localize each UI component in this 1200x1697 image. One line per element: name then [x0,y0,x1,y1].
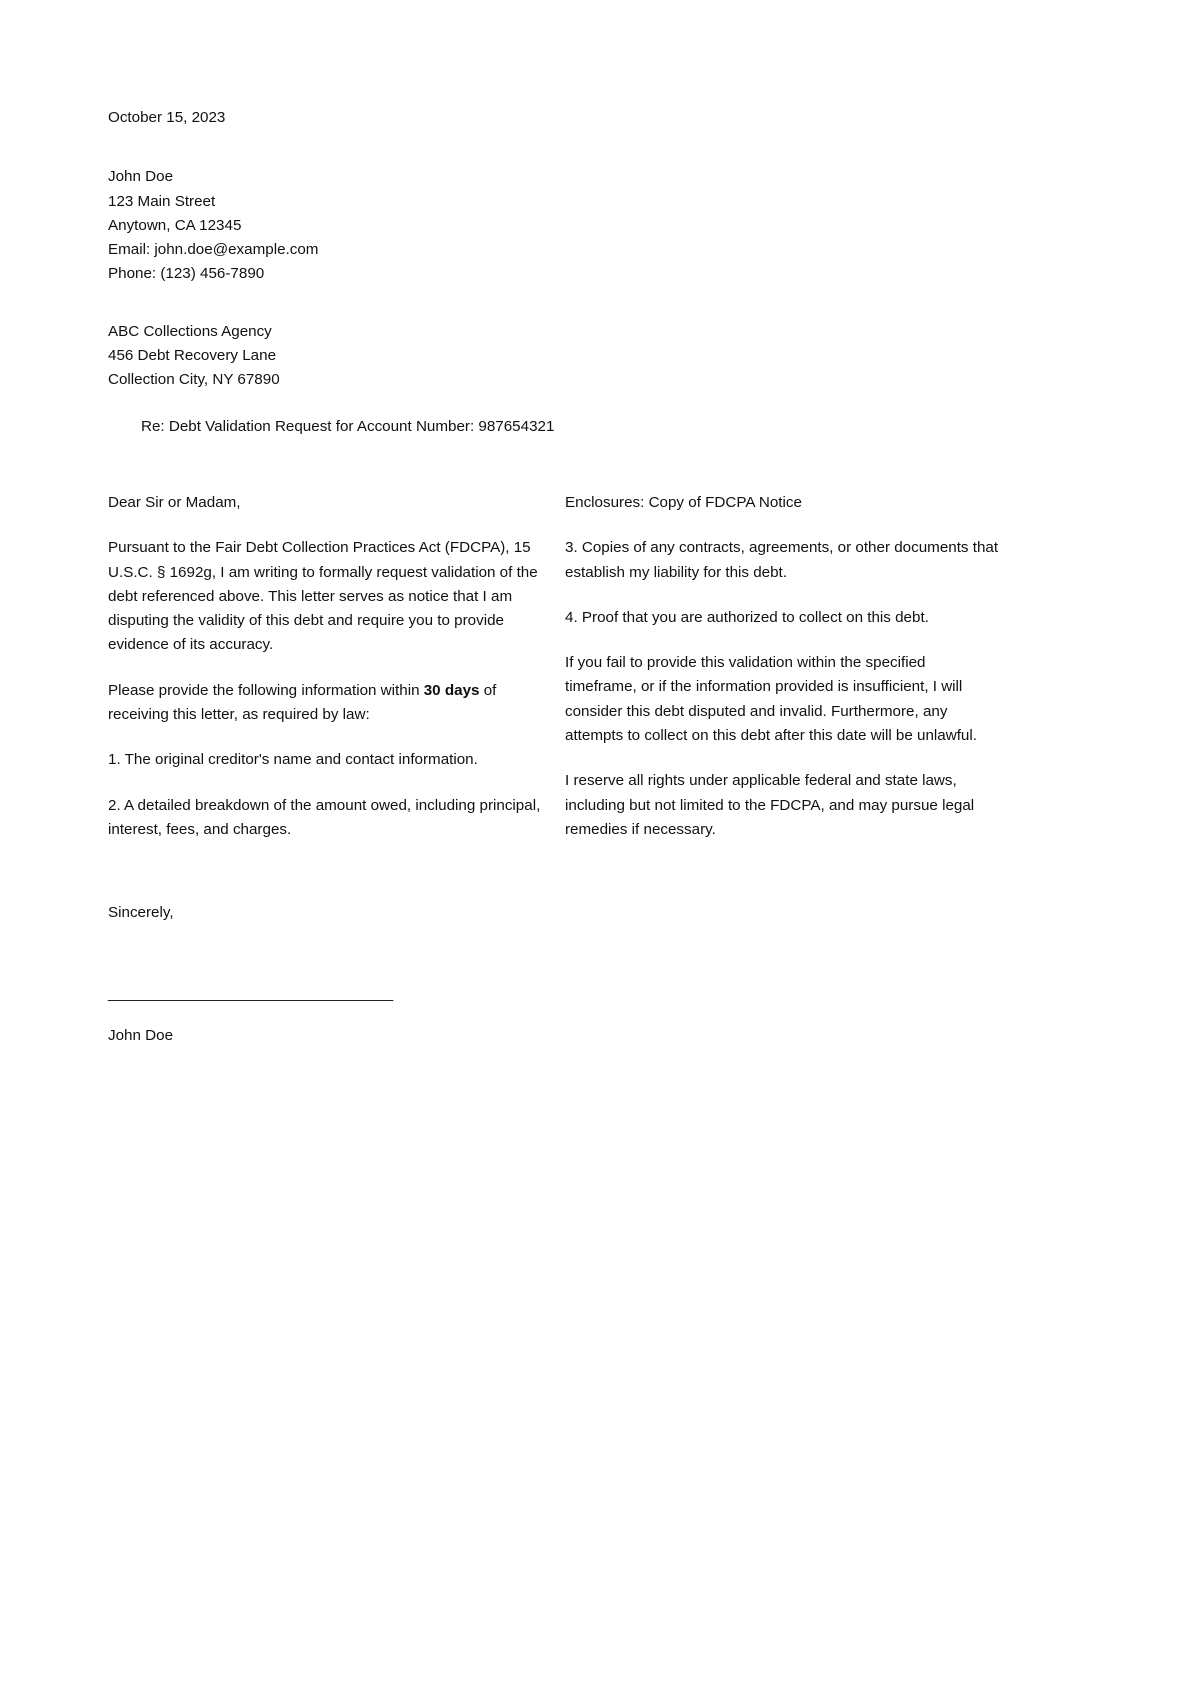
paragraph-failure-to-validate: If you fail to provide this validation within the specified timeframe, or if the information provided is insufficient, I will consider this debt disputed and invalid. Furthermore, any attempts to collect on this debt after this date will be unlawful. [565,654,977,745]
sender-city-state-zip: Anytown, CA 12345 [108,216,242,234]
letter-body [108,106,1008,1151]
paragraph-thirty-days [108,679,543,728]
spacer-after-sender [108,287,1008,320]
paragraph-fdcpa-request: Pursuant to the Fair Debt Collection Practices Act (FDCPA), 15 U.S.C. § 1692g, I am writing to formally request validation of the debt referenced above. This letter serves as notice that I am disputing the validity of this debt and require you to provide evidence of its accuracy. [108,539,538,654]
recipient-street: 456 Debt Recovery Lane [108,347,277,365]
request-item-2: 2. A detailed breakdown of the amount owed, including principal, interest, fees, and charges. [108,796,541,838]
subject-block [108,415,1008,439]
sender-phone: Phone: (123) 456-7890 [108,265,265,283]
request-item-1: 1. The original creditor's name and contact information. [108,751,478,769]
salutation: Dear Sir or Madam, [108,493,241,511]
recipient-name: ABC Collections Agency [108,322,272,340]
signature-space [108,947,543,985]
sender-street: 123 Main Street [108,192,216,210]
sender-name: John Doe [108,168,174,186]
paragraph-thirty-days-tail: of receiving this letter, as required by law: [108,681,497,724]
sender-address-block [108,165,1008,286]
spacer-after-date [108,130,1008,165]
letter-date-block [108,106,1008,130]
paragraph-thirty-days-lead: Please provide the following information within [108,681,424,699]
closing-salutation: Sincerely, [108,904,174,922]
request-item-3: 3. Copies of any contracts, agreements, or other documents that establish my liability for this debt. [565,539,999,581]
recipient-address-block [108,320,1008,393]
request-item-4: 4. Proof that you are authorized to collect on this debt. [565,608,929,626]
letter-date: October 15, 2023 [108,109,226,126]
recipient-city-state-zip: Collection City, NY 67890 [108,371,280,389]
subject-line: Re: Debt Validation Request for Account Number: 987654321 [141,417,555,435]
spacer-before-closing [108,863,543,901]
sender-email: Email: john.doe@example.com [108,241,319,259]
signature-name: John Doe [108,1026,174,1044]
signature-rule: _________________________________ [108,984,394,1002]
paragraph-reserve-rights: I reserve all rights under applicable federal and state laws, including but not limited to the FDCPA, and may pursue legal remedies if necessary. [565,772,975,838]
spacer-before-enclosures [108,1069,543,1131]
spacer-after-recipient [108,393,1008,415]
enclosures-line: Enclosures: Copy of FDCPA Notice [565,493,802,511]
thirty-days-emphasis: 30 days [423,681,480,699]
body-columns [108,491,1000,1151]
